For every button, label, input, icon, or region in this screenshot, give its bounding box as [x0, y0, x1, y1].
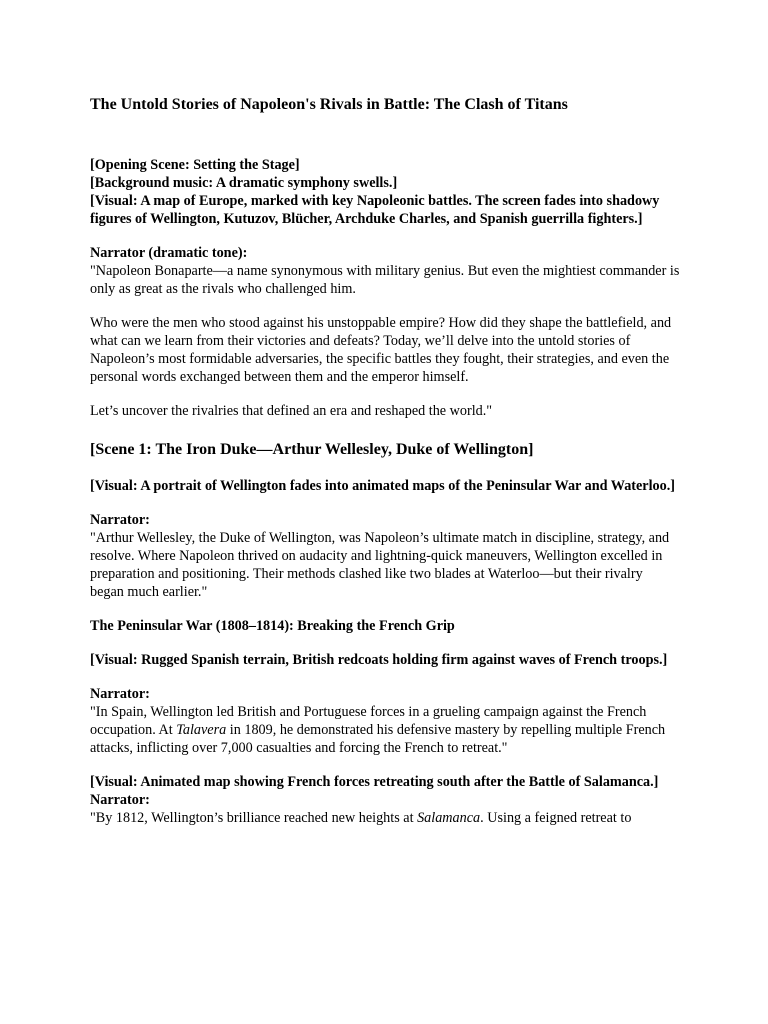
narrator-label: Narrator (dramatic tone):	[90, 245, 248, 261]
salamanca-italic: Salamanca	[417, 810, 481, 826]
document-title: The Untold Stories of Napoleon's Rivals in Battle: The Clash of Titans	[90, 96, 568, 113]
salamanca-visual-note: [Visual: Animated map showing French forces retreating south after the Battle of Salamanca.]	[90, 774, 659, 790]
background-music-note: [Background music: A dramatic symphony swells.]	[90, 175, 398, 191]
opening-visual-note: [Visual: A map of Europe, marked with key Napoleonic battles. The screen fades into shadowy figures of Wellington, Kutuzov, Blücher, Archduke Charles, and Spanish guerrilla fighters.]	[90, 193, 660, 227]
opening-scene-label: [Opening Scene: Setting the Stage]	[90, 157, 300, 173]
scene-1-paragraph-1: "Arthur Wellesley, the Duke of Wellington, was Napoleon’s ultimate match in discipline, strategy, and resolve. Where Napoleon thrived on audacity and lightning-quick maneuvers, Wellington excelled in preparation and positioning. Their methods clashed like two blades at Waterloo—but their rivalry began much earlier."	[90, 530, 670, 600]
talavera-italic: Talavera	[176, 722, 227, 738]
scene-1-heading: [Scene 1: The Iron Duke—Arthur Wellesley, Duke of Wellington]	[90, 441, 534, 458]
document-body	[90, 94, 680, 827]
peninsular-war-subheading: The Peninsular War (1808–1814): Breaking the French Grip	[90, 618, 455, 634]
scene-1-paragraph-2: "In Spain, Wellington led British and Portuguese forces in a grueling campaign against the French occupation. At Talavera in 1809, he demonstrated his defensive mastery by repelling multiple French attacks, inflicting over 7,000 casualties and forcing the French to retreat."	[90, 704, 666, 756]
narrator-label: Narrator:	[90, 686, 150, 702]
narrator-label: Narrator:	[90, 512, 150, 528]
spanish-terrain-visual-note: [Visual: Rugged Spanish terrain, British redcoats holding firm against waves of French troops.]	[90, 652, 668, 668]
narrator-label: Narrator:	[90, 792, 150, 808]
opening-paragraph-2: Who were the men who stood against his unstoppable empire? How did they shape the battlefield, and what can we learn from their victories and defeats? Today, we’ll delve into the untold stories of Napoleon’s most formidable adversaries, the specific battles they fought, their strategies, and even the personal words exchanged between them and the emperor himself.	[90, 315, 672, 385]
scene-1-paragraph-3: "By 1812, Wellington’s brilliance reached new heights at Salamanca. Using a feigned retreat to	[90, 810, 632, 826]
opening-paragraph-1: "Napoleon Bonaparte—a name synonymous with military genius. But even the mightiest commander is only as great as the rivals who challenged him.	[90, 263, 680, 297]
opening-paragraph-3: Let’s uncover the rivalries that defined an era and reshaped the world."	[90, 403, 493, 419]
scene-1-visual-note: [Visual: A portrait of Wellington fades into animated maps of the Peninsular War and Waterloo.]	[90, 478, 676, 494]
